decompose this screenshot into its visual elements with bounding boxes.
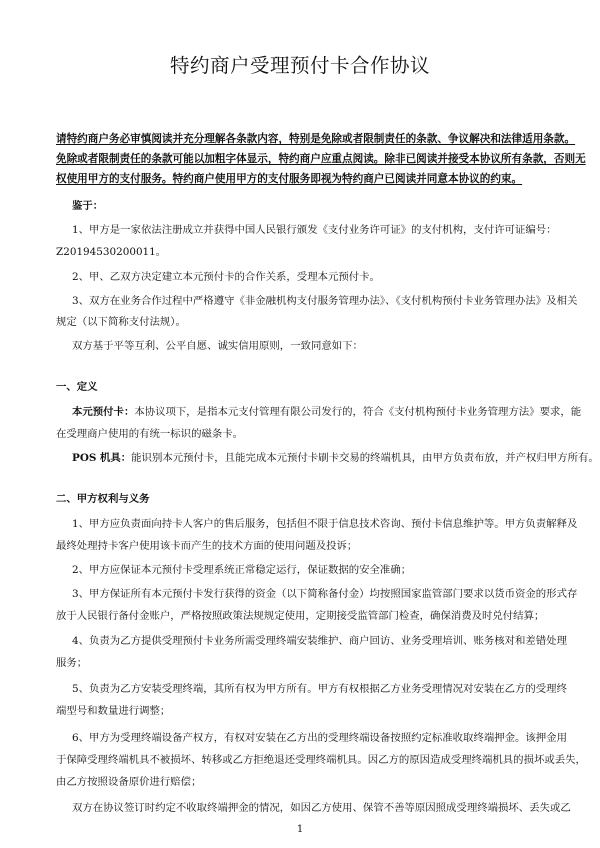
document-title: 特约商户受理预付卡合作协议 (169, 54, 430, 77)
clause-4: 4、负责为乙方提供受理预付卡业务所需受理终端安装维护、商户回访、业务受理培训、账务核对和差错处理 (72, 635, 567, 647)
clause-1: 1、甲方应负责面向持卡人客户的售后服务，包括但不限于信息技术咨询、预付卡信息维护等。甲方负责解释及 (72, 518, 578, 530)
clause-6: 6、甲方为受理终端设备产权方，有权对安装在乙方出的受理终端设备按照约定标准收取终端押金。该押金用 (72, 732, 567, 744)
agreement-statement: 双方基于平等互利、公平自愿、诚实信用原则，一致同意如下： (72, 340, 363, 352)
whereas-item-3-cont: 规定（以下简称支付法规）。 (56, 316, 186, 328)
clause-5: 5、负责为乙方安装受理终端，其所有权为甲方所有。甲方有权根据乙方业务受理情况对安装在乙方的受理终 (72, 683, 567, 695)
whereas-label: 鉴于： (72, 200, 104, 212)
definition-prepaid-card-cont: 在受理商户使用的有统一标识的磁条卡。 (56, 428, 244, 440)
clause-1-cont: 最终处理持卡客户使用该卡而产生的技术方面的使用问题及投诉； (56, 540, 358, 552)
whereas-item-1: 1、甲方是一家依法注册成立并获得中国人民银行颁发《支付业务许可证》的支付机构，支付许可证编号： (72, 224, 557, 236)
clause-4-cont: 服务； (56, 657, 88, 669)
whereas-item-3: 3、双方在业务合作过程中严格遵守《非金融机构支付服务管理办法》、《支付机构预付卡业务管理办法》及相关 (72, 295, 578, 307)
notice-line-1: 请特约商户务必审慎阅读并充分理解各条款内容，特别是免除或者限制责任的条款、争议解决和法律适用条款。 (56, 133, 576, 145)
notice-line-3: 权使用甲方的支付服务。特约商户使用甲方的支付服务即视为特约商户已阅读并同意本协议的约束。 (56, 173, 523, 185)
clause-2: 2、甲方应保证本元预付卡受理系统正常稳定运行，保证数据的安全准确； (72, 564, 412, 576)
section-2-heading: 二、甲方权利与义务 (56, 493, 150, 505)
clause-3: 3、甲方保证所有本元预付卡发行获得的资金（以下简称备付金）均按照国家监管部门要求以货币资金的形式存 (72, 588, 578, 600)
clause-6-cont-1: 于保障受理终端机具不被损坏、转移或乙方拒绝退还受理终端机具。因乙方的原因造成受理终端机具的损坏或丢失， (56, 754, 586, 766)
definition-term: 本元预付卡： (72, 406, 135, 418)
definition-prepaid-card (72, 405, 592, 419)
definition-text: 本协议项下，是指本元支付管理有限公司发行的，符合《支付机构预付卡业务管理方法》要求，能 (134, 406, 582, 418)
clause-5-cont: 端型号和数量进行调整； (56, 705, 171, 717)
clause-7: 双方在协议签订时约定不收取终端押金的情况，如因乙方使用、保管不善等原因照成受理终端损坏、丢失或乙 (72, 802, 571, 814)
definition-text: 能识别本元预付卡，且能完成本元预付卡刷卡交易的终端机具，由甲方负责布放，并产权归甲方所有。 (131, 452, 599, 464)
whereas-item-2: 2、甲、乙双方决定建立本元预付卡的合作关系，受理本元预付卡。 (72, 271, 380, 283)
whereas-item-1-cont: Z2019453020001​1。 (56, 246, 167, 258)
section-1-heading: 一、定义 (56, 381, 98, 393)
notice-line-2: 免除或者限制责任的条款可能以加粗字体显示，特约商户应重点阅读。除非已阅读并接受本协议所有条款，否则无 (56, 153, 586, 165)
definition-term: POS 机具： (72, 452, 132, 464)
definition-pos (72, 451, 599, 465)
page-number: 1 (296, 824, 304, 835)
clause-6-cont-2: 由乙方按照设备原价进行赔偿； (56, 776, 202, 788)
clause-3-cont: 放于人民银行备付金账户，严格按照政策法规规定使用，定期接受监管部门检查，确保消费及时兑付结算； (56, 610, 545, 622)
